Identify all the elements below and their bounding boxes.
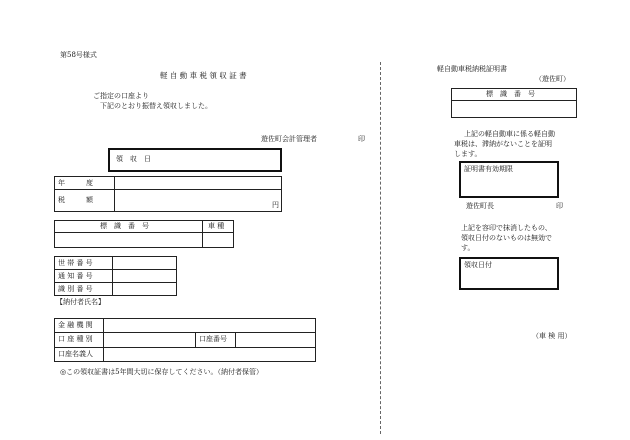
notice-line-1: ご指定の口座より <box>93 92 149 100</box>
vehicle-inspection-note: （車 検 用） <box>532 332 572 340</box>
year-tax-row-divider <box>54 189 282 190</box>
plate-number-header: 標 識 番 号 <box>100 222 149 230</box>
plate-table-col-divider <box>202 220 203 248</box>
mayor-name: 遊佐町長 <box>466 202 494 210</box>
bank-row-divider-2 <box>54 347 316 348</box>
bank-table <box>54 318 316 362</box>
invalid-text-line-3: す。 <box>461 244 475 252</box>
cert-plate-row-divider <box>451 100 577 101</box>
number-row-divider-2 <box>54 282 177 283</box>
bank-label: 金 融 機 関 <box>58 321 93 329</box>
number-row-divider-1 <box>54 269 177 270</box>
tax-amount-label: 税 額 <box>58 196 93 204</box>
cert-plate-number-header: 標 識 番 号 <box>486 90 535 98</box>
notice-line-2: 下記のとおり振替え領収しました。 <box>100 102 212 110</box>
cert-text-line-2: 車税は、滞納がないことを証明 <box>454 140 552 148</box>
account-type-label: 口 座 種 別 <box>58 335 93 343</box>
receipt-date-label: 領 収 日 <box>116 155 151 163</box>
id-number-label: 識 別 番 号 <box>58 285 93 293</box>
bank-row-divider-1 <box>54 332 316 333</box>
validity-label: 証明書有効期限 <box>464 165 513 173</box>
bank-col-divider <box>103 318 104 362</box>
cert-receipt-date-label: 領収日付 <box>464 261 492 269</box>
treasurer-name: 遊佐町会計管理者 <box>261 135 317 143</box>
treasurer-seal: 印 <box>358 135 365 143</box>
fiscal-year-label: 年 度 <box>58 179 93 187</box>
cert-text-line-1: 上記の軽自動車に係る軽自動 <box>464 130 555 138</box>
mayor-seal: 印 <box>556 202 563 210</box>
plate-table-row-divider <box>54 232 234 233</box>
account-number-label: 口座番号 <box>199 335 227 343</box>
invalid-text-line-2: 領収日付のないものは無効で <box>461 234 552 242</box>
household-number-label: 世 帯 番 号 <box>58 259 93 267</box>
account-holder-label: 口座名義人 <box>58 350 93 358</box>
number-col-divider <box>112 256 113 296</box>
invalid-text-line-1: 上記を容印で抹消したもの、 <box>461 224 552 232</box>
certificate-title: 軽自動車税納税証明書 <box>437 65 507 73</box>
cert-text-line-3: します。 <box>454 150 482 158</box>
perforation-line <box>380 62 381 434</box>
certificate-town: （遊佐町） <box>535 75 570 83</box>
vehicle-type-header: 車 種 <box>208 222 225 230</box>
yen-unit: 円 <box>272 201 279 209</box>
payer-name-label: 【納付者氏名】 <box>56 298 105 306</box>
account-no-divider-left <box>195 332 196 347</box>
footnote: ◎この領収証書は5年間大切に保存してください。（納付者保管） <box>60 368 264 376</box>
notice-number-label: 通 知 番 号 <box>58 272 93 280</box>
year-tax-col-divider <box>114 176 115 212</box>
form-number: 第58号様式 <box>60 51 97 59</box>
account-no-divider-right <box>235 332 236 347</box>
receipt-title: 軽 自 動 車 税 領 収 証 書 <box>160 71 247 80</box>
